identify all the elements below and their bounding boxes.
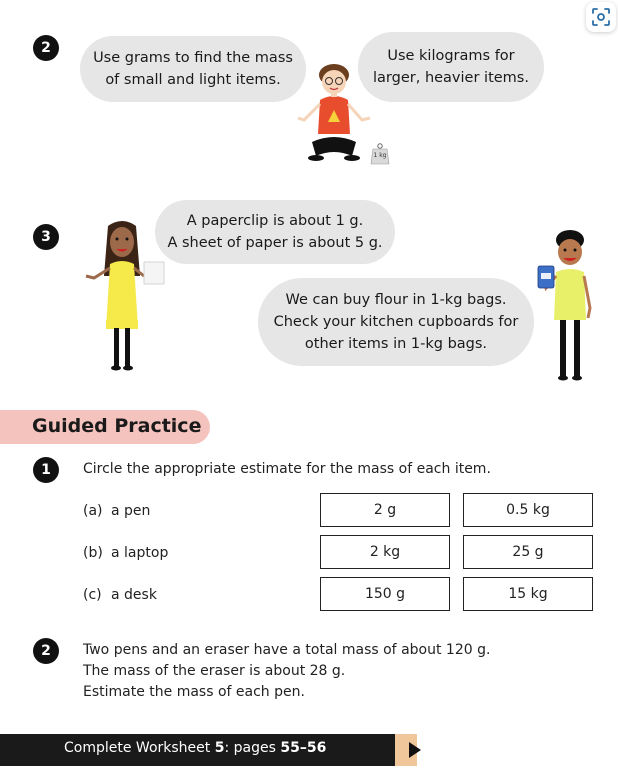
row-a-label: [83, 503, 150, 519]
bubble-line: Use kilograms for: [387, 48, 515, 64]
scan-icon: [591, 7, 611, 27]
bubble-line: A sheet of paper is about 5 g.: [167, 235, 383, 251]
row-item: a pen: [111, 503, 151, 519]
option-a-2[interactable]: 0.5 kg: [463, 493, 593, 527]
speech-bubble-paperclip: [155, 200, 395, 264]
bubble-line: of small and light items.: [105, 72, 281, 88]
footer-prefix: Complete Worksheet: [64, 740, 215, 756]
option-c-2[interactable]: 15 kg: [463, 577, 593, 611]
scan-button[interactable]: [586, 2, 616, 32]
bubble-line: Use grams to find the mass: [93, 50, 293, 66]
worksheet-number: 5: [214, 740, 225, 756]
weight-label: 1 kg: [373, 152, 387, 159]
question-2-text: [83, 640, 490, 703]
question-line: Estimate the mass of each pen.: [83, 684, 305, 700]
kilogram-weight-icon: [370, 143, 390, 165]
question-1-prompt: Circle the appropriate estimate for the mass of each item.: [83, 461, 491, 477]
row-letter: (c): [83, 587, 102, 603]
row-item: a laptop: [111, 545, 169, 561]
speech-bubble-grams: [80, 36, 306, 102]
item-number-2: 2: [33, 35, 59, 61]
bubble-line: larger, heavier items.: [373, 70, 529, 86]
play-arrow-icon[interactable]: [409, 742, 421, 758]
girl-illustration: [82, 220, 172, 372]
worksheet-link[interactable]: [64, 740, 326, 756]
speech-bubble-flour: [258, 278, 534, 366]
row-c-label: [83, 587, 157, 603]
bubble-line: A paperclip is about 1 g.: [186, 213, 364, 229]
bubble-line: Check your kitchen cupboards for: [273, 314, 519, 330]
question-line: Two pens and an eraser have a total mass of about 120 g.: [83, 642, 491, 658]
question-line: The mass of the eraser is about 28 g.: [83, 663, 346, 679]
bubble-line: other items in 1-kg bags.: [304, 336, 488, 352]
option-c-1[interactable]: 150 g: [320, 577, 450, 611]
option-b-2[interactable]: 25 g: [463, 535, 593, 569]
option-a-1[interactable]: 2 g: [320, 493, 450, 527]
question-number-1: 1: [33, 457, 59, 483]
section-title: Guided Practice: [32, 415, 202, 437]
bubble-line: We can buy flour in 1-kg bags.: [285, 292, 507, 308]
item-number-3: 3: [33, 224, 59, 250]
row-b-label: [83, 545, 168, 561]
option-b-1[interactable]: 2 kg: [320, 535, 450, 569]
worksheet-pages: 55–56: [280, 740, 327, 756]
row-letter: (b): [83, 545, 103, 561]
question-number-2: 2: [33, 638, 59, 664]
footer-middle: : pages: [224, 740, 281, 756]
row-item: a desk: [111, 587, 157, 603]
boy-standing-illustration: [530, 228, 605, 384]
row-letter: (a): [83, 503, 103, 519]
